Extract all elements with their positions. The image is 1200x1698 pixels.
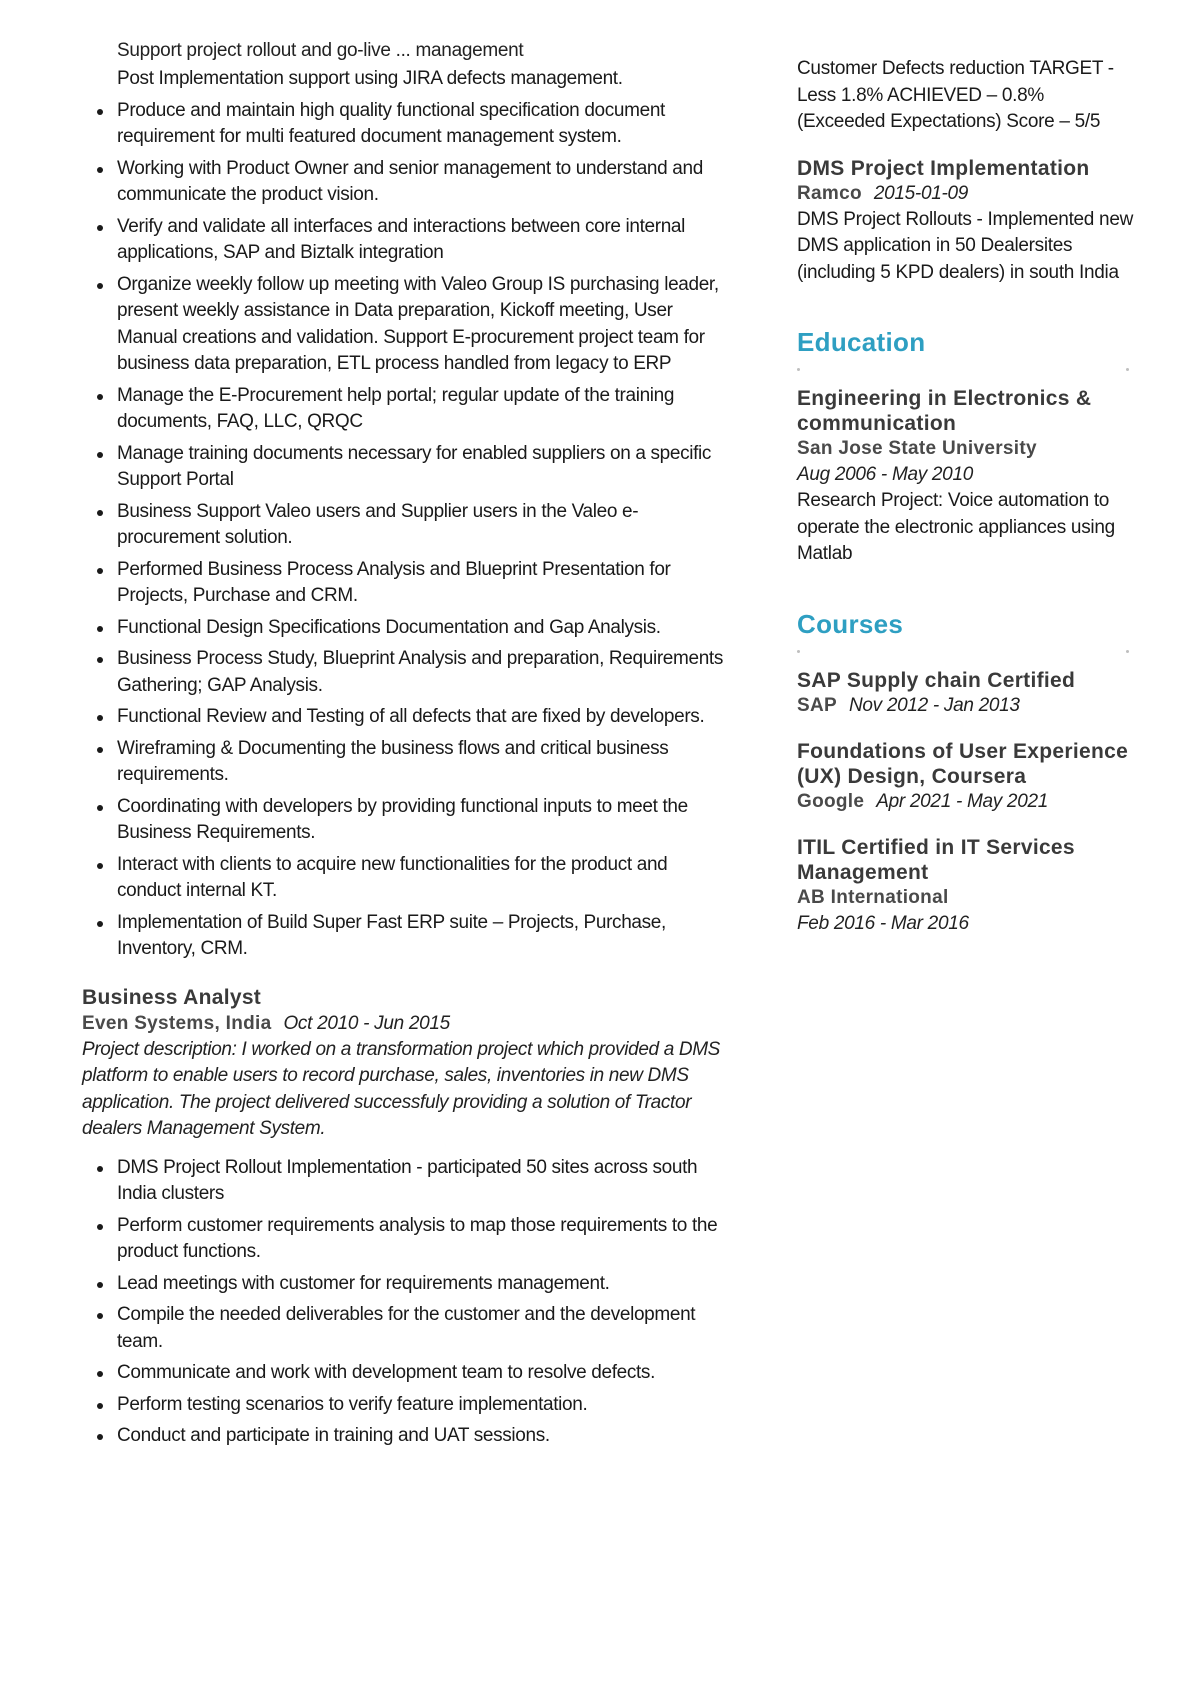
section-divider	[797, 368, 1137, 370]
bullet-item: Wireframing & Documenting the business flows and critical business requirements.	[82, 736, 732, 789]
achievement-meta	[797, 181, 1137, 207]
education-dates: Aug 2006 - May 2010	[797, 464, 973, 485]
achievement-date: 2015-01-09	[873, 182, 969, 204]
achievement-continued: Customer Defects reduction TARGET - Less 1.8% ACHIEVED – 0.8% (Exceeded Expectations) Score – 5/5	[797, 58, 1114, 132]
bullet-item: Verify and validate all interfaces and interactions between core internal applications, SAP and Biztalk integration	[82, 214, 732, 267]
job-title: Business Analyst	[82, 985, 262, 1009]
bullet-item: Functional Review and Testing of all defects that are fixed by developers.	[82, 704, 732, 731]
job2-bullet-list	[82, 1155, 732, 1450]
course-title: SAP Supply chain Certified	[797, 668, 1076, 692]
section-title-education: Education	[797, 327, 926, 357]
achievement-org: Ramco	[797, 182, 862, 204]
job-company: Even Systems, India	[82, 1012, 272, 1034]
course-org-row	[797, 885, 1137, 911]
course-title: ITIL Certified in IT Services Management	[797, 835, 1075, 884]
courses-section	[797, 608, 1137, 937]
course-dates: Feb 2016 - Mar 2016	[797, 912, 969, 934]
bullet-item: Conduct and participate in training and UAT sessions.	[82, 1423, 732, 1450]
achievement-description: DMS Project Rollouts - Implemented new DMS application in 50 Dealersites (including 5 KPD dealers) in south India	[797, 208, 1134, 283]
bullet-item: Coordinating with developers by providing functional inputs to meet the Business Requirements.	[82, 794, 732, 847]
course-org: AB International	[797, 886, 949, 908]
degree-title: Engineering in Electronics & communication	[797, 387, 1092, 435]
school-name	[797, 436, 1137, 462]
course-dates: Nov 2012 - Jan 2013	[848, 694, 1020, 716]
bullet-item: Implementation of Build Super Fast ERP suite – Projects, Purchase, Inventory, CRM.	[82, 910, 732, 963]
course-title: Foundations of User Experience (UX) Design, Coursera	[797, 739, 1129, 788]
course-meta	[797, 693, 1137, 719]
course-org: Google	[797, 790, 865, 812]
job-dates: Oct 2010 - Jun 2015	[283, 1012, 450, 1034]
bullet-item: Perform customer requirements analysis to map those requirements to the product functions.	[82, 1213, 732, 1266]
bullet-item: Working with Product Owner and senior management to understand and communicate the product vision.	[82, 156, 732, 209]
bullet-item: Organize weekly follow up meeting with Valeo Group IS purchasing leader, present weekly assistance in Data preparation, Kickoff meeting, User Manual creations and validation. Support E-procurement project team for business data preparation, ETL process handled from legacy to ERP	[82, 272, 732, 378]
section-title-courses: Courses	[797, 608, 904, 639]
bullet-item: Lead meetings with customer for requirements management.	[82, 1271, 732, 1298]
course-org: SAP	[797, 694, 837, 716]
job-description: Project description: I worked on a transformation project which provided a DMS platform to enable users to record purchase, sales, inventories in new DMS application. The project delivered successfuly providing a solution of Tractor dealers Management System.	[82, 1038, 721, 1139]
bullet-item: DMS Project Rollout Implementation - participated 50 sites across south India clusters	[82, 1155, 732, 1208]
education-entry	[797, 386, 1137, 568]
school: San Jose State University	[797, 438, 1037, 459]
bullet-item: Post Implementation support using JIRA defects management.	[117, 68, 623, 89]
job1-bullet-list	[82, 66, 732, 963]
bullet-item: Performed Business Process Analysis and Blueprint Presentation for Projects, Purchase and CRM.	[82, 557, 732, 610]
course-entry	[797, 668, 1137, 719]
education-section	[797, 326, 1137, 568]
education-dates-row	[797, 462, 1137, 488]
course-dates: Apr 2021 - May 2021	[876, 790, 1048, 812]
bullet-item: Business Support Valeo users and Supplier users in the Valeo e-procurement solution.	[82, 499, 732, 552]
bullet-item: Functional Design Specifications Documentation and Gap Analysis.	[82, 615, 732, 642]
bullet-item: Produce and maintain high quality functional specification document requirement for multi featured document management system.	[82, 98, 732, 151]
education-description: Research Project: Voice automation to operate the electronic appliances using Matlab	[797, 490, 1115, 564]
bullet-item: Manage the E-Procurement help portal; regular update of the training documents, FAQ, LLC, QRQC	[82, 383, 732, 436]
course-entry	[797, 739, 1137, 815]
bullet-item: Interact with clients to acquire new functionalities for the product and conduct internal KT.	[82, 852, 732, 905]
course-entry	[797, 835, 1137, 937]
truncated-line	[82, 40, 732, 66]
truncated-text: Support project rollout and go-live ... management	[117, 40, 524, 61]
job-entry-business-analyst	[82, 985, 732, 1450]
bullet-item: Manage training documents necessary for enabled suppliers on a specific Support Portal	[82, 441, 732, 494]
achievement-entry	[797, 156, 1137, 287]
sidebar-column	[797, 56, 1137, 957]
bullet-item: Compile the needed deliverables for the customer and the development team.	[82, 1302, 732, 1355]
achievement-title: DMS Project Implementation	[797, 156, 1090, 180]
bullet-item: Business Process Study, Blueprint Analysis and preparation, Requirements Gathering; GAP Analysis.	[82, 646, 732, 699]
experience-column	[82, 40, 732, 1455]
section-divider	[797, 650, 1137, 652]
bullet-item: Perform testing scenarios to verify feature implementation.	[82, 1392, 732, 1419]
course-dates-row	[797, 911, 1137, 937]
course-meta	[797, 789, 1137, 815]
bullet-item: Communicate and work with development team to resolve defects.	[82, 1360, 732, 1387]
job-meta	[82, 1011, 732, 1037]
